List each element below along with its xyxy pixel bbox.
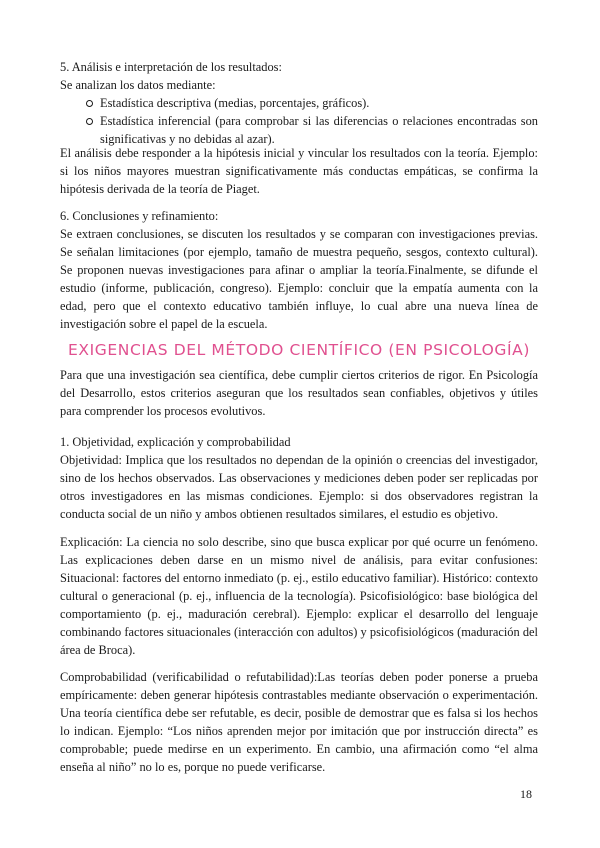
objetividad-paragraph: Objetividad: Implica que los resultados no dependan de la opinión o creencias del investigador, sino de los hechos observados. Las observaciones y mediciones deben poder ser replicadas por otros investigadores en las mismas condiciones. Ejemplo: si dos observadores registran la conducta social de un niño y ambos obtienen resultados similares, el estudio es objetivo. bbox=[60, 453, 538, 521]
bullet-text: Estadística inferencial (para comprobar si las diferencias o relaciones encontradas son significativas y no debidas al azar). bbox=[100, 114, 538, 146]
section-heading: EXIGENCIAS DEL MÉTODO CIENTÍFICO (EN PSICOLOGÍA) bbox=[67, 341, 531, 359]
section5-title: 5. Análisis e interpretación de los resultados: bbox=[60, 60, 282, 74]
section5-bullet-list bbox=[86, 94, 538, 148]
bullet-text: Estadística descriptiva (medias, porcentajes, gráficos). bbox=[100, 96, 370, 110]
list-item bbox=[86, 112, 538, 148]
section5-paragraph: El análisis debe responder a la hipótesis inicial y vincular los resultados con la teoría. Ejemplo: si los niños mayores muestran significativamente más conductas empáticas, se confirma la hipótesis derivada de la teoría de Piaget. bbox=[60, 146, 538, 196]
section6-title: 6. Conclusiones y refinamiento: bbox=[60, 209, 219, 223]
criteria-title: 1. Objetividad, explicación y comprobabilidad bbox=[60, 435, 291, 449]
section6-paragraph: Se extraen conclusiones, se discuten los resultados y se comparan con investigaciones previas. Se señalan limitaciones (por ejemplo, tamaño de muestra pequeño, sesgos, contexto cultural). Se proponen nuevas investigaciones para afinar o ampliar la teoría.Finalmente, se difunde el estudio (informe, publicación, congreso). Ejemplo: concluir que la empatía aumenta con la edad, pero que el contexto educativo también influye, lo cual abre una nueva línea de investigación sobre el papel de la escuela. bbox=[60, 227, 538, 331]
bullet-circle-icon bbox=[86, 100, 93, 107]
bullet-circle-icon bbox=[86, 118, 93, 125]
explicacion-paragraph: Explicación: La ciencia no solo describe, sino que busca explicar por qué ocurre un fenómeno. Las explicaciones deben darse en un mismo nivel de análisis, para evitar confusiones: Situacional: factores del entorno inmediato (p. ej., estilo educativo familiar). Histórico: contexto cultural o generacional (p. ej., influencia de la tecnología). Psicofisiológico: base biológica del comportamiento (p. ej., maduración cerebral). Ejemplo: explicar el desarrollo del lenguaje combinando factores situacionales (interacción con adultos) y psicofisiológicos (maduración del área de Broca). bbox=[60, 535, 538, 657]
comprobabilidad-paragraph: Comprobabilidad (verificabilidad o refutabilidad):Las teorías deben poder ponerse a prueba empíricamente: deben generar hipótesis contrastables mediante observación o experimentación. Una teoría científica debe ser refutable, es decir, posible de demostrar que es falsa si los hechos lo indican. Ejemplo: “Los niños aprenden mejor por imitación que por instrucción directa” es comprobable; puede medirse en un experimento. En cambio, una afirmación como “el alma enseña al niño” no lo es, porque no puede verificarse. bbox=[60, 670, 538, 774]
section5-intro: Se analizan los datos mediante: bbox=[60, 78, 216, 92]
page-number: 18 bbox=[520, 787, 532, 801]
list-item bbox=[86, 94, 538, 112]
intro-paragraph: Para que una investigación sea científica, debe cumplir ciertos criterios de rigor. En Psicología del Desarrollo, estos criterios aseguran que los resultados sean confiables, objetivos y útiles para comprender los procesos evolutivos. bbox=[60, 368, 538, 418]
